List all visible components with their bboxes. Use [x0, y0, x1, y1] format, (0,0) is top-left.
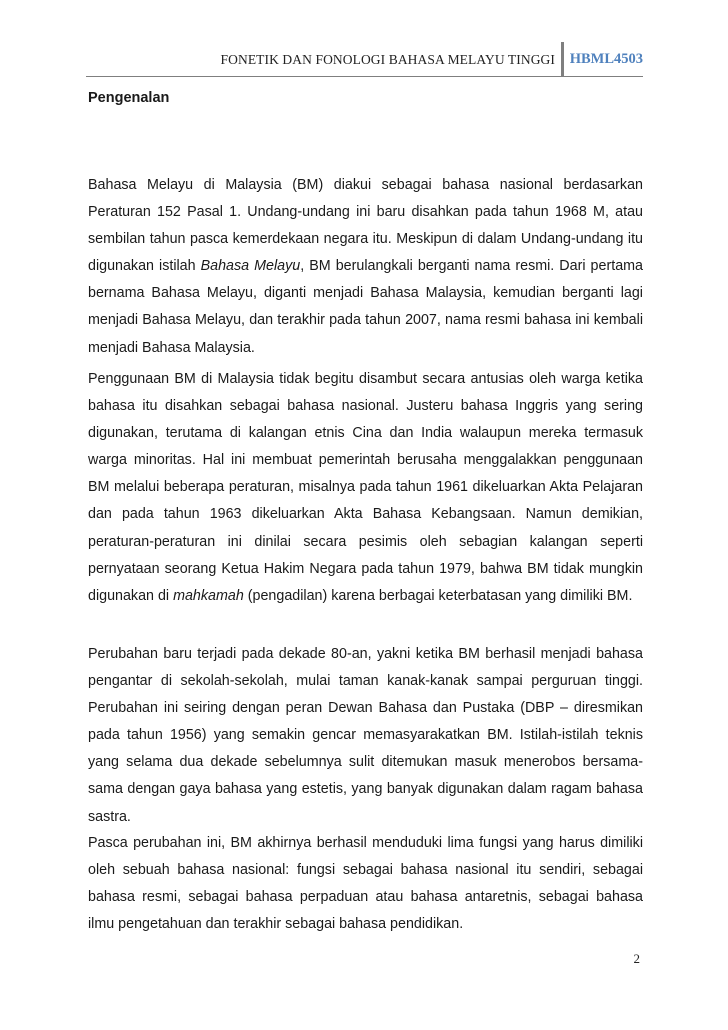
page-number: 2 [633, 951, 640, 966]
paragraph-2-text-b: (pengadilan) karena berbagai keterbatasan yang dimiliki BM. [243, 587, 633, 604]
paragraph-2-italic-term: mahkamah [173, 587, 244, 604]
paragraph-1-italic-term: Bahasa Melayu [200, 258, 301, 275]
page-header [86, 42, 643, 76]
header-separator [561, 42, 564, 76]
paragraph-4: Pasca perubahan ini, BM akhirnya berhasil menduduki lima fungsi yang harus dimiliki oleh sebuah bahasa nasional: fungsi sebagai bahasa nasional itu sendiri, sebagai bahasa resmi, sebagai bahasa perpaduan atau bahasa antaretnis, sebagai bahasa ilmu pengetahuan dan terakhir sebagai bahasa pendidikan. [88, 835, 643, 933]
header-rule [86, 76, 643, 77]
section-heading: Pengenalan [88, 90, 170, 106]
paragraph-2-text-a: Penggunaan BM di Malaysia tidak begitu disambut secara antusias oleh warga ketika bahasa itu disahkan sebagai bahasa nasional. Justeru bahasa Inggris yang sering digunakan, terutama di kalangan etnis Cina dan India walaupun mereka termasuk warga minoritas. Hal ini membuat pemerintah berusaha menggalakkan penggunaan BM melalui beberapa peraturan, misalnya pada tahun 1961 dikeluarkan Akta Pelajaran dan pada tahun 1963 dikeluarkan Akta Bahasa Kebangsaan. Namun demikian, peraturan-peraturan ini dinilai secara pesimis oleh sebagian kalangan seperti pernyataan seorang Ketua Hakim Negara pada tahun 1979, bahwa BM tidak mungkin digunakan di [88, 371, 643, 604]
paragraph-1 [88, 172, 643, 362]
paragraph-1-text-b: , BM berulangkali berganti nama resmi. Dari pertama bernama Bahasa Melayu, diganti menjadi Bahasa Malaysia, kemudian berganti lagi menjadi Bahasa Melayu, dan terakhir pada tahun 2007, nama resmi bahasa ini kembali menjadi Bahasa Malaysia. [88, 258, 643, 356]
paragraph-1-text-a: Bahasa Melayu di Malaysia (BM) diakui sebagai bahasa nasional berdasarkan Peraturan 152 Pasal 1. Undang-undang ini baru disahkan pada tahun 1968 M, atau sembilan tahun pasca kemerdekaan negara itu. Meskipun di dalam Undang-undang itu digunakan istilah [88, 177, 643, 275]
course-code: HBML4503 [569, 51, 643, 67]
paragraph-3: Perubahan baru terjadi pada dekade 80-an, yakni ketika BM berhasil menjadi bahasa pengantar di sekolah-sekolah, mulai taman kanak-kanak sampai perguruan tinggi. Perubahan ini seiring dengan peran Dewan Bahasa dan Pustaka (DBP – diresmikan pada tahun 1956) yang semakin gencar memasyarakatkan BM. Istilah-istilah teknis yang selama dua dekade sebelumnya sulit ditemukan masuk menerobos bersama-sama dengan gaya bahasa yang estetis, yang banyak digunakan dalam ragam bahasa sastra. [88, 646, 643, 825]
header-title: FONETIK DAN FONOLOGI BAHASA MELAYU TINGGI [220, 52, 555, 67]
paragraph-2 [88, 366, 643, 610]
